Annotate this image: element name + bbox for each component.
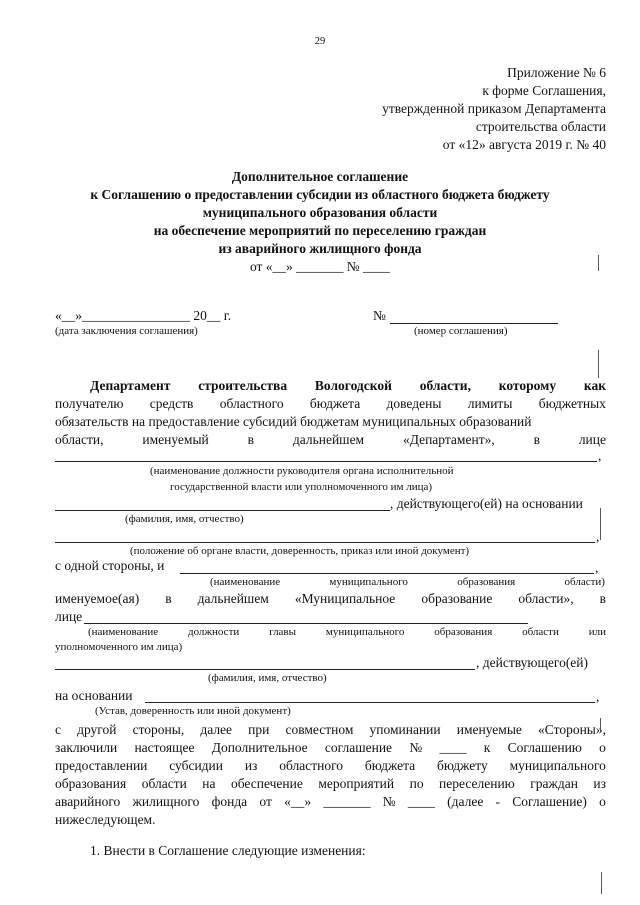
word: мероприятий <box>318 776 395 791</box>
word: (наименование <box>210 576 281 588</box>
charter-line <box>145 702 595 703</box>
comma: , <box>596 689 600 704</box>
paragraph-2-line-4 <box>55 777 606 791</box>
word: муниципального <box>329 576 408 588</box>
word: другой <box>77 722 117 737</box>
word: должности <box>187 626 240 638</box>
word: далее <box>200 722 233 737</box>
paragraph-1-line-3: обязательств на предоставление субсидий бюджетам муниципальных образований <box>55 414 532 429</box>
word: бюджетных <box>538 396 606 411</box>
agreement-number-line <box>390 323 558 324</box>
caption-head-1: (наименование должности руководителя органа исполнительной <box>150 465 454 477</box>
word: ____ <box>407 794 435 809</box>
caption-head-mo <box>88 627 606 638</box>
word: предоставлении <box>55 758 148 773</box>
item-1: 1. Внести в Соглашение следующие изменения: <box>90 843 366 858</box>
word: бюджета <box>364 758 416 773</box>
word: образования <box>457 576 516 588</box>
word: при <box>248 722 270 737</box>
word: к <box>483 740 491 755</box>
acting-basis-text: , действующего(ей) на основании <box>390 496 583 511</box>
word: области», <box>518 591 574 606</box>
caption-head-mo-2: уполномоченного им лица) <box>55 641 183 653</box>
word: как <box>583 378 606 393</box>
paragraph-2-line-5 <box>55 795 606 809</box>
word: заключили <box>55 740 118 755</box>
appendix-line-3: утвержденной приказом Департамента <box>382 101 606 116</box>
word: из <box>593 776 606 791</box>
named-municipality-line <box>55 592 606 606</box>
comma: , <box>595 560 599 575</box>
head-fio-line <box>55 510 390 511</box>
scan-mark <box>598 255 599 271</box>
word: доведены <box>386 396 442 411</box>
caption-municipality <box>210 577 605 588</box>
scan-mark <box>600 718 601 732</box>
paragraph-2-line-2 <box>55 741 606 755</box>
word: соглашение <box>324 740 393 755</box>
page-number: 29 <box>314 36 326 47</box>
word: в <box>599 591 606 606</box>
word: лице <box>578 432 606 447</box>
word: области, <box>55 432 104 447</box>
paragraph-2-line-6: нижеследующем. <box>55 812 156 827</box>
word: от <box>259 794 272 809</box>
word: о <box>599 794 606 809</box>
word: главы <box>269 626 297 638</box>
head-mo-fio-line <box>55 669 475 670</box>
word: области <box>522 626 559 638</box>
comma: , <box>598 448 602 463</box>
agreement-number-caption: (номер соглашения) <box>414 325 508 337</box>
head-name-line <box>55 461 597 462</box>
word: Вологодской <box>314 378 392 393</box>
word: переселению <box>439 776 515 791</box>
caption-fio-2: (фамилия, имя, отчество) <box>208 672 327 684</box>
word: аварийного <box>55 794 121 809</box>
face-text: лице <box>55 609 83 624</box>
word: № <box>409 740 423 755</box>
word: бюджета <box>309 396 361 411</box>
title-line-1: Дополнительное соглашение <box>231 169 409 184</box>
title-line-6: от «__» _______ № ____ <box>249 259 391 274</box>
word: образования <box>434 626 493 638</box>
word: из <box>244 758 258 773</box>
word: № <box>382 794 396 809</box>
word: на <box>202 776 216 791</box>
title-line-5: из аварийного жилищного фонда <box>218 241 422 256</box>
word: субсидии <box>169 758 223 773</box>
title-line-3: муниципального образования области <box>202 205 438 220</box>
word: фонда <box>211 794 248 809</box>
word: именуемое(ая) <box>55 591 140 606</box>
word: образования <box>55 776 127 791</box>
word: именуемый <box>142 432 209 447</box>
word: областного <box>279 758 344 773</box>
municipality-line <box>180 573 594 574</box>
word: с <box>55 722 61 737</box>
word: ____ <box>439 740 467 755</box>
word: в <box>165 591 172 606</box>
appendix-line-4: строительства области <box>475 119 606 134</box>
word: лимиты <box>467 396 513 411</box>
basis-doc-line <box>55 542 595 543</box>
word: о <box>599 740 606 755</box>
appendix-line-1: Приложение № 6 <box>507 65 606 80</box>
one-side-text: с одной стороны, и <box>55 558 165 573</box>
word: бюджету <box>437 758 488 773</box>
word: дальнейшем <box>292 432 365 447</box>
word: Соглашению <box>507 740 582 755</box>
word: именуемые <box>456 722 522 737</box>
word: в <box>247 432 254 447</box>
word: совместном <box>285 722 354 737</box>
word: _______ <box>323 794 371 809</box>
word: - <box>495 794 501 809</box>
agreement-number-sign: № <box>373 308 386 323</box>
word: жилищного <box>132 794 200 809</box>
word: или <box>588 626 606 638</box>
word: (наименование <box>88 626 159 638</box>
paragraph-2-line-3 <box>55 759 606 773</box>
caption-head-2: государственной власти или уполномоченного им лица) <box>170 481 433 493</box>
word: области <box>141 776 187 791</box>
word: стороны, <box>132 722 185 737</box>
appendix-line-2: к форме Соглашения, <box>482 83 606 98</box>
word: области) <box>564 576 605 588</box>
paragraph-1-line-1 <box>90 379 606 393</box>
agreement-date: «__»________________ 20__ г. <box>55 308 232 323</box>
agreement-date-caption: (дата заключения соглашения) <box>55 325 198 337</box>
word: Дополнительное <box>211 740 308 755</box>
comma: , <box>596 529 600 544</box>
paragraph-1-line-2 <box>55 397 606 411</box>
word: упоминании <box>369 722 441 737</box>
caption-charter: (Устав, доверенность или иной документ) <box>95 705 291 717</box>
word: муниципального <box>325 626 405 638</box>
word: области, <box>419 378 471 393</box>
word: средств <box>149 396 194 411</box>
scan-mark <box>601 872 602 894</box>
word: «Муниципальное <box>294 591 396 606</box>
scan-mark <box>598 350 599 378</box>
word: по <box>409 776 424 791</box>
word: в <box>533 432 540 447</box>
paragraph-2-line-1 <box>55 723 606 737</box>
word: получателю <box>55 396 124 411</box>
word: Соглашение) <box>512 794 587 809</box>
caption-fio: (фамилия, имя, отчество) <box>125 513 244 525</box>
word: граждан <box>530 776 578 791</box>
word: которому <box>498 378 557 393</box>
head-mo-line <box>84 623 528 624</box>
word: областного <box>219 396 284 411</box>
word: «Стороны», <box>538 722 606 737</box>
paragraph-1-line-4 <box>55 433 606 447</box>
title-line-4: на обеспечение мероприятий по переселению граждан <box>153 223 487 238</box>
word: Департамент <box>90 378 171 393</box>
acting-text: , действующего(ей) <box>476 655 589 670</box>
appendix-line-5: от «12» августа 2019 г. № 40 <box>442 137 606 152</box>
word: «Департамент», <box>402 432 495 447</box>
word: «__» <box>284 794 312 809</box>
title-line-2: к Соглашению о предоставлении субсидии из областного бюджета бюджету <box>90 187 550 202</box>
word: строительства <box>198 378 288 393</box>
caption-basis-doc: (положение об органе власти, доверенность, приказ или иной документ) <box>130 545 470 557</box>
word: (далее <box>447 794 484 809</box>
word: обеспечение <box>230 776 303 791</box>
word: дальнейшем <box>197 591 269 606</box>
scan-mark <box>600 508 601 540</box>
word: настоящее <box>134 740 195 755</box>
word: образование <box>421 591 493 606</box>
on-basis-text: на основании <box>55 688 133 703</box>
word: муниципального <box>509 758 606 773</box>
